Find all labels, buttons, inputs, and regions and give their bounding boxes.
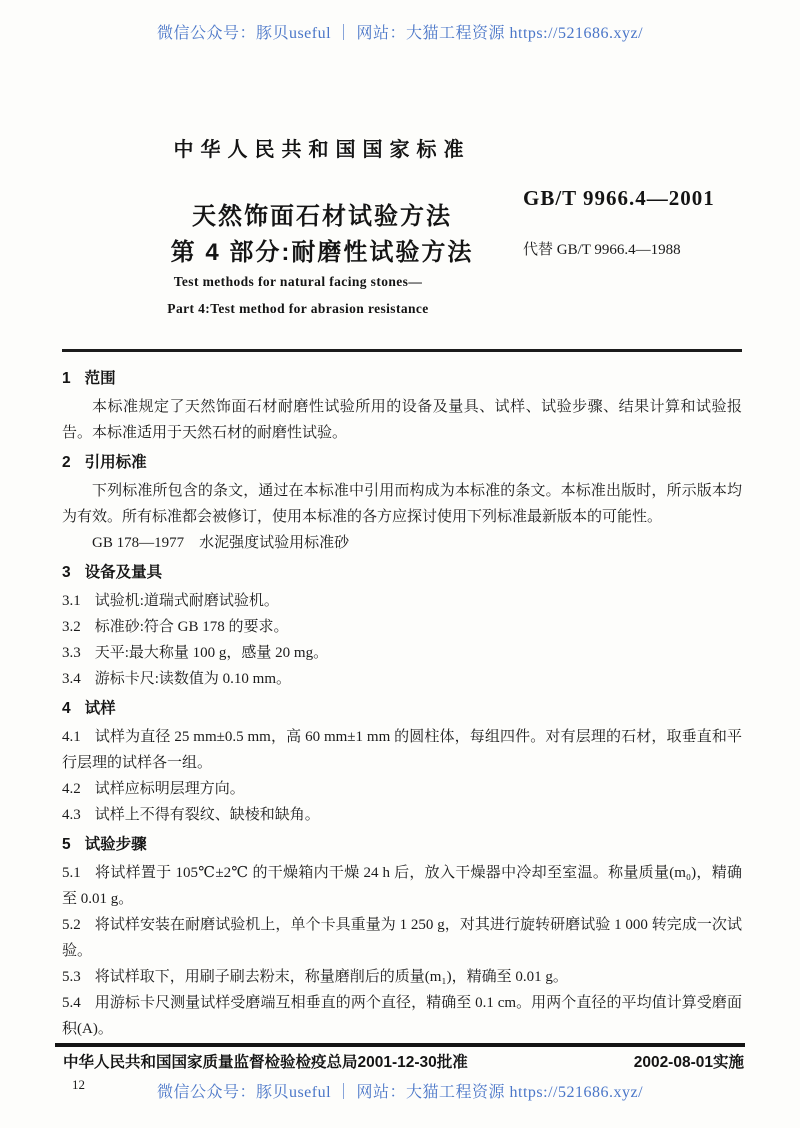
clause-number: 5.2 bbox=[62, 917, 81, 933]
clause-number: 4.3 bbox=[62, 807, 81, 823]
section-scope bbox=[62, 366, 742, 446]
clause-3-2 bbox=[62, 614, 742, 640]
clause-text: 天平:最大称量 100 g，感量 20 mg。 bbox=[94, 645, 329, 661]
section-paragraph: 本标准规定了天然饰面石材耐磨性试验所用的设备及量具、试样、试验步骤、结果计算和试验报告。本标准适用于天然石材的耐磨性试验。 bbox=[62, 399, 742, 441]
section-title: 试样 bbox=[84, 700, 116, 717]
clause-5-2 bbox=[62, 912, 742, 964]
clause-number: 4.1 bbox=[62, 729, 81, 745]
section-number: 3 bbox=[62, 564, 71, 581]
watermark-bottom: 微信公众号：豚贝useful ｜ 网站：大猫工程资源 https://521686.xyz/ bbox=[156, 1084, 644, 1101]
doc-title-cn-line2: 第 4 部分:耐磨性试验方法 bbox=[170, 239, 474, 266]
clause-number: 5.1 bbox=[62, 865, 81, 881]
watermark-top: 微信公众号：豚贝useful ｜ 网站：大猫工程资源 https://521686.xyz/ bbox=[156, 25, 644, 42]
section-title: 试验步骤 bbox=[84, 836, 147, 853]
clause-text: 用游标卡尺测量试样受磨端互相垂直的两个直径，精确至 0.1 cm。用两个直径的平均值计算受磨面积(A)。 bbox=[62, 995, 742, 1037]
standard-code: GB/T 9966.4—2001 bbox=[523, 186, 715, 210]
clause-text: 试样为直径 25 mm±0.5 mm，高 60 mm±1 mm 的圆柱体，每组四件。对有层理的石材，取垂直和平行层理的试样各一组。 bbox=[62, 729, 742, 771]
page-number: 12 bbox=[72, 1077, 85, 1092]
clause-text: 标准砂:符合 GB 178 的要求。 bbox=[94, 619, 289, 635]
clause-3-1 bbox=[62, 588, 742, 614]
approval-note: 中华人民共和国国家质量监督检验检疫总局2001-12-30批准 bbox=[63, 1054, 468, 1071]
section-number: 5 bbox=[62, 836, 71, 853]
section-equipment bbox=[62, 560, 742, 692]
clause-number: 3.2 bbox=[62, 619, 81, 635]
replaces-note: 代替 GB/T 9966.4—1988 bbox=[523, 242, 681, 258]
section-number: 1 bbox=[62, 370, 71, 387]
section-heading bbox=[62, 560, 742, 586]
referenced-standard-entry: GB 178—1977 水泥强度试验用标准砂 bbox=[92, 535, 350, 551]
clause-number: 4.2 bbox=[62, 781, 81, 797]
clause-4-3 bbox=[62, 802, 742, 828]
section-paragraph: 下列标准所包含的条文，通过在本标准中引用而构成为本标准的条文。本标准出版时，所示版本均为有效。所有标准都会被修订，使用本标准的各方应探讨使用下列标准最新版本的可能性。 bbox=[62, 483, 742, 525]
clause-text: 将试样取下，用刷子刷去粉末，称量磨削后的质量(m₁)，精确至 0.01 g。 bbox=[94, 969, 568, 985]
section-title: 范围 bbox=[84, 370, 116, 387]
clause-text: 将试样置于 105℃±2℃ 的干燥箱内干燥 24 h 后，放入干燥器中冷却至室温。称量质量(m₀)，精确至 0.01 g。 bbox=[62, 865, 742, 907]
section-specimens bbox=[62, 696, 742, 828]
doc-title-cn-line1: 天然饰面石材试验方法 bbox=[192, 203, 452, 230]
section-heading bbox=[62, 366, 742, 392]
national-standard-label: 中华人民共和国国家标准 bbox=[173, 139, 471, 161]
section-heading bbox=[62, 832, 742, 858]
section-title: 引用标准 bbox=[84, 454, 147, 471]
section-title: 设备及量具 bbox=[84, 564, 163, 581]
clause-5-1 bbox=[62, 860, 742, 912]
doc-title-en-line2: Part 4:Test method for abrasion resistance bbox=[167, 301, 429, 316]
header-divider-rule bbox=[62, 349, 742, 352]
section-heading bbox=[62, 696, 742, 722]
clause-text: 游标卡尺:读数值为 0.10 mm。 bbox=[94, 671, 292, 687]
clause-text: 将试样安装在耐磨试验机上，单个卡具重量为 1 250 g，对其进行旋转研磨试验 1 000 转完成一次试验。 bbox=[62, 917, 742, 959]
clause-number: 3.3 bbox=[62, 645, 81, 661]
clause-4-2 bbox=[62, 776, 742, 802]
section-test-procedure bbox=[62, 832, 742, 1042]
clause-text: 试样上不得有裂纹、缺棱和缺角。 bbox=[94, 807, 320, 823]
clause-4-1 bbox=[62, 724, 742, 776]
clause-5-4 bbox=[62, 990, 742, 1042]
clause-number: 5.3 bbox=[62, 969, 81, 985]
clause-text: 试样应标明层理方向。 bbox=[94, 781, 245, 797]
section-number: 4 bbox=[62, 700, 71, 717]
implementation-date: 2002-08-01实施 bbox=[633, 1054, 744, 1071]
clause-number: 3.1 bbox=[62, 593, 81, 609]
footer-divider-rule bbox=[55, 1043, 745, 1047]
doc-title-en-line1: Test methods for natural facing stones— bbox=[173, 274, 423, 289]
clause-number: 3.4 bbox=[62, 671, 81, 687]
clause-5-3 bbox=[62, 964, 742, 990]
clause-3-4 bbox=[62, 666, 742, 692]
clause-text: 试验机:道瑞式耐磨试验机。 bbox=[94, 593, 279, 609]
section-heading bbox=[62, 450, 742, 476]
clause-number: 5.4 bbox=[62, 995, 81, 1011]
clause-3-3 bbox=[62, 640, 742, 666]
section-number: 2 bbox=[62, 454, 71, 471]
section-referenced-standards bbox=[62, 450, 742, 556]
document-body bbox=[62, 362, 742, 1042]
